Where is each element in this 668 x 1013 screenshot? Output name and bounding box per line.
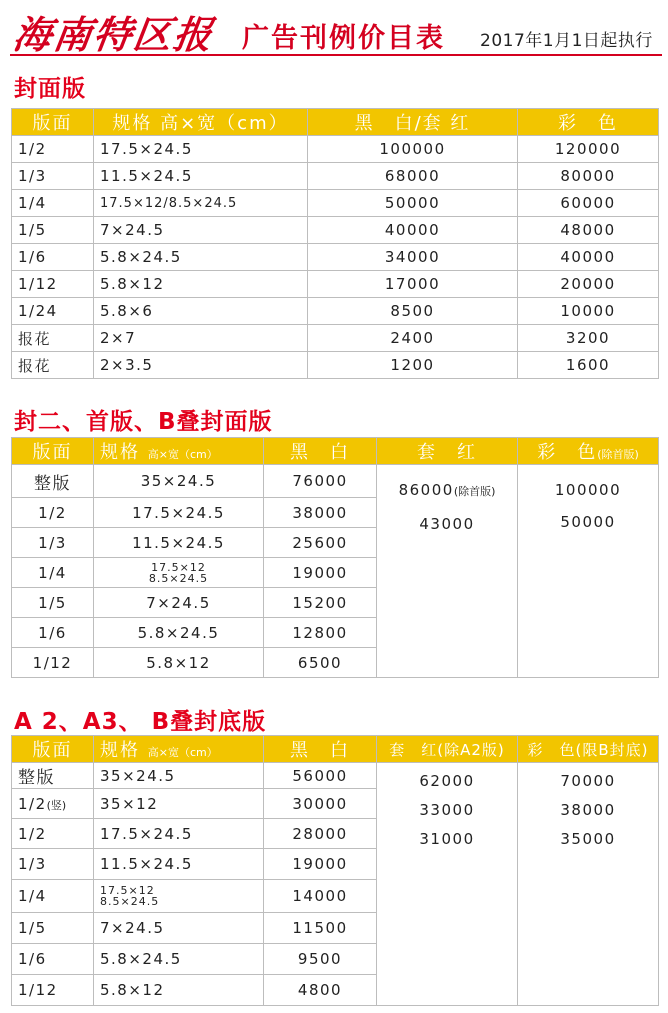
price-value: 43000 xyxy=(419,515,475,533)
price-value: 38000 xyxy=(560,801,616,819)
table-cell xyxy=(12,789,94,819)
table-cell: 34000 xyxy=(308,244,518,271)
table-cell: 120000 xyxy=(518,136,659,163)
size-line: 17.5×12 xyxy=(151,560,206,574)
table-cell: 1/2 xyxy=(12,498,94,528)
table-cell: 11.5×24.5 xyxy=(94,849,264,880)
price-value: 50000 xyxy=(560,513,616,531)
price-value: 35000 xyxy=(560,830,616,848)
column-header: 彩 色(限B封底) xyxy=(518,736,659,763)
table-cell: 1/12 xyxy=(12,271,94,298)
price-note: (除首版) xyxy=(453,485,496,498)
table-cell: 5.8×12 xyxy=(94,648,264,678)
column-header-unit: 高×宽（cm） xyxy=(147,746,218,759)
table-cell: 19000 xyxy=(264,849,377,880)
table-cell: 整版 xyxy=(12,465,94,498)
table-cell: 7×24.5 xyxy=(94,913,264,944)
table-cell: 1/24 xyxy=(12,298,94,325)
price-table-back xyxy=(11,735,659,1006)
column-header: 版面 xyxy=(12,438,94,465)
table-row xyxy=(12,136,659,163)
column-header: 版面 xyxy=(12,736,94,763)
row-label: 1/2 xyxy=(18,794,47,813)
table-cell: 1/4 xyxy=(12,558,94,588)
table-cell: 48000 xyxy=(518,217,659,244)
table-row xyxy=(12,352,659,379)
table-cell: 1/3 xyxy=(12,849,94,880)
column-header xyxy=(518,438,659,465)
size-line: 8.5×24.5 xyxy=(148,571,209,585)
table-cell: 40000 xyxy=(308,217,518,244)
table-cell: 2×7 xyxy=(94,325,308,352)
table-cell: 9500 xyxy=(264,944,377,975)
table-cell: 6500 xyxy=(264,648,377,678)
table-cell: 1/12 xyxy=(12,648,94,678)
table-header-row xyxy=(12,438,659,465)
column-header: 彩 色 xyxy=(518,109,659,136)
table-cell: 17.5×12/8.5×24.5 xyxy=(94,190,308,217)
table-cell: 5.8×24.5 xyxy=(94,618,264,648)
table-cell xyxy=(518,763,659,1006)
table-cell: 1/2 xyxy=(12,136,94,163)
table-cell: 11500 xyxy=(264,913,377,944)
table-cell: 整版 xyxy=(12,763,94,789)
table-cell: 1/5 xyxy=(12,217,94,244)
table-cell: 60000 xyxy=(518,190,659,217)
table-cell: 30000 xyxy=(264,789,377,819)
table-cell: 12800 xyxy=(264,618,377,648)
table-cell: 1/6 xyxy=(12,618,94,648)
page-header xyxy=(10,0,662,56)
table-row xyxy=(12,163,659,190)
table-cell: 20000 xyxy=(518,271,659,298)
price-value: 100000 xyxy=(554,481,622,499)
table-cell: 7×24.5 xyxy=(94,217,308,244)
table-cell: 100000 xyxy=(308,136,518,163)
table-cell: 68000 xyxy=(308,163,518,190)
table-cell: 17000 xyxy=(308,271,518,298)
column-header-note: (除首版) xyxy=(597,448,639,461)
size-line: 8.5×24.5 xyxy=(100,895,160,908)
table-cell: 80000 xyxy=(518,163,659,190)
table-cell: 35×24.5 xyxy=(94,465,264,498)
table-header-row xyxy=(12,736,659,763)
price-table-cover xyxy=(11,108,659,379)
table-cell: 8500 xyxy=(308,298,518,325)
column-header: 规格 高×宽（cm） xyxy=(94,109,308,136)
section-title-cover: 封面版 xyxy=(14,76,86,102)
price-value: 70000 xyxy=(560,772,616,790)
price-table-inner-front xyxy=(11,437,659,678)
table-row xyxy=(12,217,659,244)
table-cell: 7×24.5 xyxy=(94,588,264,618)
table-row xyxy=(12,465,659,498)
column-header xyxy=(94,438,264,465)
column-header-label: 彩 色 xyxy=(537,442,598,463)
table-cell: 15200 xyxy=(264,588,377,618)
table-cell: 28000 xyxy=(264,819,377,849)
column-header: 黑 白 xyxy=(264,438,377,465)
table-cell: 11.5×24.5 xyxy=(94,528,264,558)
table-cell: 56000 xyxy=(264,763,377,789)
price-value: 33000 xyxy=(419,801,475,819)
table-row xyxy=(12,325,659,352)
table-cell: 35×12 xyxy=(94,789,264,819)
table-cell: 1200 xyxy=(308,352,518,379)
column-header: 黑 白/套 红 xyxy=(308,109,518,136)
table-cell xyxy=(377,763,518,1006)
table-row xyxy=(12,298,659,325)
section-title-inner-front: 封二、首版、B叠封面版 xyxy=(14,409,273,435)
table-cell: 5.8×12 xyxy=(94,975,264,1006)
table-cell: 4800 xyxy=(264,975,377,1006)
column-header: 套 红(除A2版) xyxy=(377,736,518,763)
column-header-label: 规格 xyxy=(100,442,140,463)
table-row xyxy=(12,190,659,217)
column-header: 版面 xyxy=(12,109,94,136)
table-cell: 10000 xyxy=(518,298,659,325)
table-cell: 11.5×24.5 xyxy=(94,163,308,190)
table-cell: 1/5 xyxy=(12,588,94,618)
table-cell: 5.8×24.5 xyxy=(94,244,308,271)
table-cell: 2400 xyxy=(308,325,518,352)
table-cell xyxy=(518,465,659,678)
table-row xyxy=(12,763,659,789)
table-cell: 报花 xyxy=(12,352,94,379)
column-header xyxy=(94,736,264,763)
table-cell: 1600 xyxy=(518,352,659,379)
table-row xyxy=(12,244,659,271)
section-title-back: A 2、A3、 B叠封底版 xyxy=(14,709,267,735)
price-value: 31000 xyxy=(419,830,475,848)
table-cell: 1/3 xyxy=(12,163,94,190)
table-cell: 1/4 xyxy=(12,880,94,913)
price-value: 86000 xyxy=(398,481,454,499)
table-cell: 19000 xyxy=(264,558,377,588)
document-title: 广告刊例价目表 xyxy=(242,23,445,54)
size-line: 17.5×12 xyxy=(100,884,155,897)
table-row xyxy=(12,271,659,298)
table-cell: 17.5×24.5 xyxy=(94,819,264,849)
table-cell: 报花 xyxy=(12,325,94,352)
table-cell: 14000 xyxy=(264,880,377,913)
column-header-label: 规格 xyxy=(100,740,140,761)
table-header-row xyxy=(12,109,659,136)
table-cell: 38000 xyxy=(264,498,377,528)
newspaper-logo: 海南特区报 xyxy=(10,12,217,57)
table-cell: 1/12 xyxy=(12,975,94,1006)
table-cell: 35×24.5 xyxy=(94,763,264,789)
table-cell xyxy=(94,558,264,588)
table-cell: 25600 xyxy=(264,528,377,558)
row-note: (竖) xyxy=(46,798,67,812)
table-cell: 1/4 xyxy=(12,190,94,217)
table-cell: 3200 xyxy=(518,325,659,352)
table-cell: 1/6 xyxy=(12,244,94,271)
table-cell: 40000 xyxy=(518,244,659,271)
table-cell: 2×3.5 xyxy=(94,352,308,379)
table-cell: 5.8×12 xyxy=(94,271,308,298)
column-header: 黑 白 xyxy=(264,736,377,763)
column-header-unit: 高×宽（cm） xyxy=(147,448,218,461)
column-header: 套 红 xyxy=(377,438,518,465)
table-cell: 1/3 xyxy=(12,528,94,558)
table-cell: 1/5 xyxy=(12,913,94,944)
table-cell: 17.5×24.5 xyxy=(94,136,308,163)
table-cell: 50000 xyxy=(308,190,518,217)
table-cell: 76000 xyxy=(264,465,377,498)
price-value: 62000 xyxy=(419,772,475,790)
table-cell: 1/2 xyxy=(12,819,94,849)
table-cell xyxy=(377,465,518,678)
effective-date: 2017年1月1日起执行 xyxy=(480,31,653,51)
table-cell xyxy=(94,880,264,913)
table-cell: 1/6 xyxy=(12,944,94,975)
table-cell: 5.8×24.5 xyxy=(94,944,264,975)
table-cell: 17.5×24.5 xyxy=(94,498,264,528)
table-cell: 5.8×6 xyxy=(94,298,308,325)
